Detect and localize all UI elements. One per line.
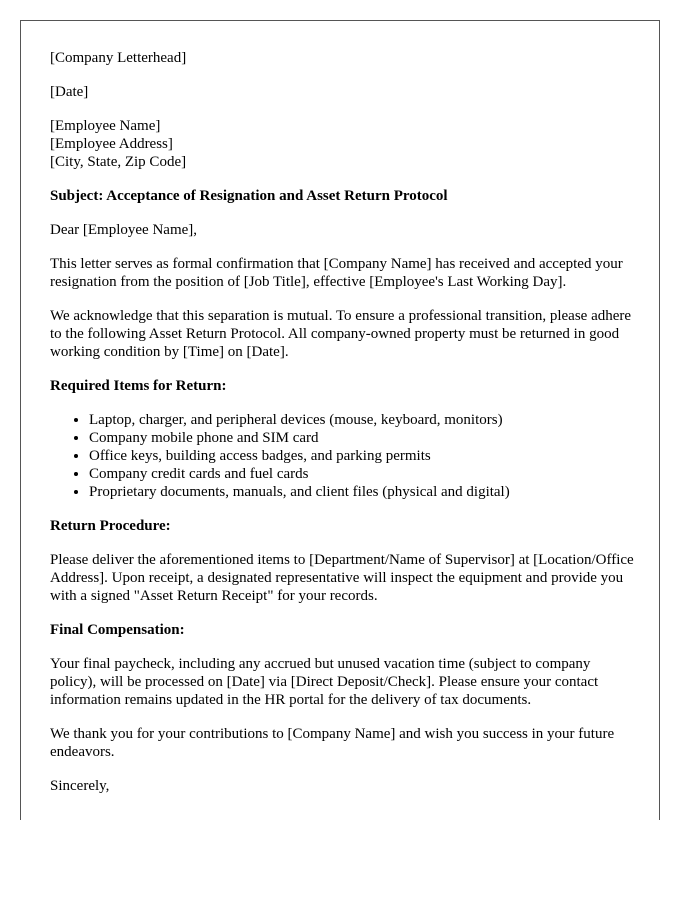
company-letterhead: [Company Letterhead] xyxy=(50,50,187,66)
required-items-list xyxy=(50,411,640,501)
paragraph-final-compensation: Your final paycheck, including any accrued but unused vacation time (subject to company policy), will be processed on [Date] via [Direct Deposit/Check]. Please ensure your contact information remains updated in the HR portal for the delivery of tax documents. xyxy=(50,656,599,708)
final-compensation-heading: Final Compensation: xyxy=(50,622,185,638)
list-item: • Office keys, building access badges, and parking permits xyxy=(89,447,640,465)
letter-page xyxy=(20,20,660,820)
salutation: Dear [Employee Name], xyxy=(50,222,198,238)
paragraph-protocol: We acknowledge that this separation is mutual. To ensure a professional transition, please adhere to the following Asset Return Protocol. All company-owned property must be returned in good working condition by [Time] on [Date]. xyxy=(50,308,632,360)
recipient-name: [Employee Name] xyxy=(50,118,161,134)
recipient-block xyxy=(50,117,640,171)
letter-subject: Subject: Acceptance of Resignation and Asset Return Protocol xyxy=(50,188,448,204)
list-item: • Laptop, charger, and peripheral devices (mouse, keyboard, monitors) xyxy=(89,411,640,429)
recipient-address: [Employee Address] xyxy=(50,136,173,152)
paragraph-return-procedure: Please deliver the aforementioned items to [Department/Name of Supervisor] at [Location/Office Address]. Upon receipt, a designated representative will inspect the equipment and provide you with a signed "Asset Return Receipt" for your records. xyxy=(50,552,634,604)
required-items-heading: Required Items for Return: xyxy=(50,378,227,394)
list-item: • Proprietary documents, manuals, and client files (physical and digital) xyxy=(89,483,640,501)
list-item: • Company mobile phone and SIM card xyxy=(89,429,640,447)
closing: Sincerely, xyxy=(50,778,110,794)
paragraph-confirmation: This letter serves as formal confirmation that [Company Name] has received and accepted your resignation from the position of [Job Title], effective [Employee's Last Working Day]. xyxy=(50,256,623,290)
return-procedure-heading: Return Procedure: xyxy=(50,518,171,534)
letter-body xyxy=(50,49,640,811)
letter-date: [Date] xyxy=(50,84,89,100)
paragraph-thanks: We thank you for your contributions to [Company Name] and wish you success in your future endeavors. xyxy=(50,726,615,760)
recipient-city-state-zip: [City, State, Zip Code] xyxy=(50,154,187,170)
list-item: • Company credit cards and fuel cards xyxy=(89,465,640,483)
